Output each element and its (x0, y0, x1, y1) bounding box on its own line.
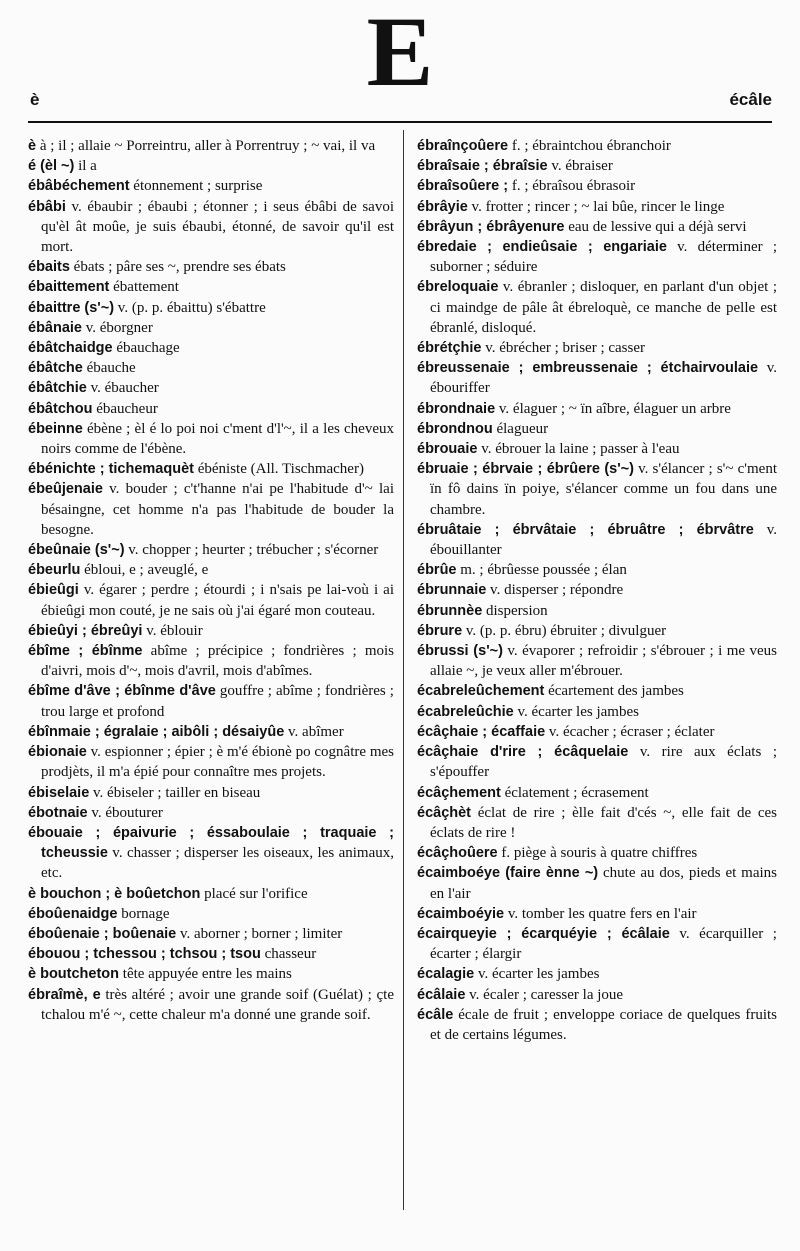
entry-headword: ébionaie (28, 744, 87, 761)
dictionary-entry (28, 318, 394, 338)
dictionary-entry (28, 378, 394, 398)
dictionary-entry (28, 884, 394, 904)
entry-definition: v. ébouillanter (430, 521, 777, 559)
left-column (28, 136, 394, 1025)
entry-headword: ébieûgi (28, 582, 79, 599)
entry-definition: v. (p. p. ébru) ébruiter ; divulguer (462, 622, 667, 639)
entry-headword: ébrondnou (417, 420, 493, 437)
entry-headword: ébrunnèe (417, 602, 483, 619)
entry-headword: écâçhaie d'rire ; écâquelaie (417, 744, 629, 761)
entry-headword: écabreleûchement (417, 683, 545, 700)
entry-definition: v. ébaubir ; ébaubi ; étonner ; i seus ébâbi de savoi qu'èl ât moûe, je suis ébaubi, étonné, de savoir qu'il est mort. (41, 198, 394, 256)
dictionary-entry (28, 803, 394, 823)
dictionary-entry (417, 237, 777, 277)
entry-headword: ébeurlu (28, 562, 81, 579)
entry-definition: à ; il ; allaie ~ Porreintru, aller à Porrentruy ; ~ vai, il va (36, 138, 376, 154)
entry-definition: ébéniste (All. Tischmacher) (193, 461, 364, 478)
entry-definition: tête appuyée entre les mains (119, 966, 292, 983)
entry-headword: ébouou ; tchessou ; tchsou ; tsou (28, 946, 261, 963)
entry-headword: ébeinne (28, 420, 83, 437)
dictionary-entry (28, 399, 394, 419)
dictionary-entry (417, 217, 777, 237)
entry-headword: ébraîmè, e (28, 986, 101, 1003)
entry-definition: abîme ; précipice ; fondrières ; mois d'aivri, mois d'~, mois d'avril, mois d'abîmes. (41, 643, 394, 680)
dictionary-entry (417, 601, 777, 621)
entry-headword: ébieûyi ; ébreûyi (28, 622, 143, 639)
entry-definition: très altéré ; avoir une grande soif (Guélat) ; çte tchalou m'é ~, cette chaleur m'a donné une grande soif. (41, 986, 394, 1023)
dictionary-entry (417, 197, 777, 217)
entry-headword: ébruaie ; ébrvaie ; ébrûere (s'~) (417, 461, 634, 478)
entry-headword: éboûenaidge (28, 905, 118, 922)
entry-headword: ébouaie ; épaivurie ; éssaboulaie ; traquaie ; tcheussie (28, 824, 394, 862)
dictionary-entry (28, 944, 394, 964)
dictionary-entry (28, 156, 394, 176)
dictionary-entry (417, 621, 777, 641)
entry-definition: v. tomber les quatre fers en l'air (504, 905, 697, 922)
entry-headword: ébîme d'âve ; ébînme d'âve (28, 683, 216, 700)
entry-headword: ébreussenaie ; embreussenaie ; étchairvoulaie (417, 360, 759, 377)
dictionary-entry (417, 358, 777, 398)
entry-headword: ébotnaie (28, 804, 88, 821)
dictionary-entry (28, 904, 394, 924)
dictionary-entry (28, 681, 394, 721)
entry-definition: chute au dos, pieds et mains en l'air (430, 865, 778, 902)
dictionary-entry (417, 459, 777, 520)
entry-definition: éclat de rire ; èlle fait d'cés ~, elle fait de ces éclats de rire ! (430, 804, 777, 841)
dictionary-entry (28, 136, 394, 156)
entry-definition: v. ébranler ; disloquer, en parlant d'un objet ; ci maindge de pâle ât ébreloquè, ce manche de pelle est ébranlé, disloqué. (430, 279, 777, 336)
guide-word-right: écâle (729, 90, 772, 109)
entry-headword: écalagie (417, 966, 475, 983)
entry-definition: v. ébouturer (87, 804, 163, 821)
entry-definition: ébauche (82, 360, 136, 377)
dictionary-entry (28, 823, 394, 884)
dictionary-entry (28, 459, 394, 479)
entry-definition: v. écaler ; caresser la joue (465, 986, 624, 1003)
dictionary-entry (417, 156, 777, 176)
entry-definition: v. rire aux éclats ; s'épouffer (430, 744, 778, 781)
entry-definition: v. s'élancer ; s'~ c'ment ïn fô dains ïn poiye, s'élancer comme un fou dans une chambre. (430, 461, 777, 518)
entry-headword: écairqueyie ; écarquéyie ; écâlaie (417, 925, 670, 942)
entry-headword: ébreloquaie (417, 279, 499, 296)
entry-definition: étonnement ; surprise (129, 178, 263, 195)
entry-headword: écâle (417, 1006, 454, 1023)
entry-headword: é (èl ~) (28, 158, 75, 175)
guide-word-left: è (30, 90, 40, 109)
entry-headword: è (28, 138, 37, 154)
section-letter: E (366, 0, 434, 107)
entry-definition: chasseur (260, 946, 317, 963)
entry-headword: ébâtchou (28, 400, 93, 417)
dictionary-entry (417, 136, 777, 156)
dictionary-entry (28, 479, 394, 540)
entry-definition: écartement des jambes (544, 683, 684, 700)
entry-definition: v. ébraiser (547, 158, 613, 175)
entry-definition: v. chasser ; disperser les oiseaux, les animaux, etc. (41, 845, 394, 882)
dictionary-entry (417, 985, 777, 1005)
entry-definition: v. éblouir (142, 622, 203, 639)
entry-headword: ébeûnaie (s'~) (28, 542, 125, 559)
entry-definition: dispersion (482, 602, 548, 619)
dictionary-entry (28, 419, 394, 459)
entry-headword: écabreleûchie (417, 703, 514, 720)
entry-headword: ébrussi (s'~) (417, 643, 503, 660)
dictionary-entry (417, 924, 777, 964)
entry-headword: écaimboéyie (417, 905, 505, 922)
entry-definition: f. ; ébraintchou ébranchoir (508, 138, 671, 154)
entry-headword: ébîme ; ébînme (28, 643, 143, 660)
dictionary-entry (417, 176, 777, 196)
entry-definition: v. ébrouer la laine ; passer à l'eau (477, 441, 680, 458)
dictionary-entry (417, 863, 777, 903)
entry-definition: v. ébrécher ; briser ; casser (481, 340, 646, 357)
dictionary-entry (28, 985, 394, 1025)
dictionary-entry (28, 924, 394, 944)
dictionary-entry (28, 621, 394, 641)
dictionary-entry (417, 783, 777, 803)
entry-definition: placé sur l'orifice (200, 885, 308, 902)
dictionary-entry (417, 964, 777, 984)
entry-headword: ébeûjenaie (28, 481, 103, 498)
dictionary-entry (28, 722, 394, 742)
entry-definition: v. abîmer (284, 723, 344, 740)
entry-definition: ébauchage (112, 340, 180, 357)
entry-definition: v. espionner ; épier ; è m'é ébionè po cognâtre mes prodjèts, il m'a épié pour connaître mes projets. (41, 744, 394, 781)
dictionary-entry (417, 419, 777, 439)
entry-headword: écâçhement (417, 784, 501, 801)
entry-definition: ébattement (109, 279, 179, 296)
entry-definition: v. bouder ; c't'hanne n'ai pe l'habitude d'~ lai bésaingne, cet homme n'a pas l'habitude de bouder la besogne. (41, 481, 394, 538)
dictionary-entry (28, 560, 394, 580)
entry-definition: v. déterminer ; suborner ; séduire (430, 239, 777, 276)
dictionary-entry (417, 702, 777, 722)
entry-definition: v. ébouriffer (430, 360, 777, 397)
entry-definition: éclatement ; écrasement (500, 784, 649, 801)
entry-definition: v. (p. p. ébaittu) s'ébattre (114, 299, 266, 316)
entry-definition: v. égarer ; perdre ; étourdi ; i n'sais pe lai-voù i ai ébieûgi mon couté, je ne sais où j'ai égaré mon couteau. (41, 582, 394, 619)
entry-headword: ébraînçoûere (417, 138, 509, 154)
dictionary-entry (417, 641, 777, 681)
entry-headword: ébaittement (28, 279, 110, 296)
dictionary-entry (28, 580, 394, 620)
dictionary-entry (28, 176, 394, 196)
dictionary-entry (28, 358, 394, 378)
entry-definition: v. écarter les jambes (474, 966, 600, 983)
dictionary-entry (28, 742, 394, 782)
entry-definition: f. piège à souris à quatre chiffres (497, 845, 698, 862)
dictionary-entry (417, 843, 777, 863)
entry-headword: écâlaie (417, 986, 466, 1003)
dictionary-entry (28, 783, 394, 803)
entry-headword: ébredaie ; endieûsaie ; engariaie (417, 239, 667, 256)
entry-definition: m. ; ébrûesse poussée ; élan (456, 562, 627, 579)
entry-headword: ébaittre (s'~) (28, 299, 115, 316)
entry-headword: ébrouaie (417, 441, 478, 458)
entry-headword: écâçhaie ; écaffaie (417, 723, 546, 740)
dictionary-entry (417, 560, 777, 580)
entry-headword: écaimboéye (faire ènne ~) (417, 865, 599, 882)
dictionary-entry (417, 803, 777, 843)
dictionary-entry (417, 1005, 777, 1045)
entry-definition: v. ébiseler ; tailler en biseau (89, 784, 261, 801)
entry-headword: ébrâyie (417, 198, 468, 215)
entry-definition: élagueur (492, 420, 549, 437)
dictionary-entry (417, 338, 777, 358)
entry-definition: bornage (117, 905, 170, 922)
entry-definition: v. aborner ; borner ; limiter (176, 925, 343, 942)
entry-headword: ébânaie (28, 319, 82, 336)
dictionary-entry (417, 742, 777, 782)
entry-headword: ébâbi (28, 198, 66, 215)
entry-definition: v. écarquiller ; écarter ; élargir (430, 925, 777, 963)
dictionary-entry (417, 439, 777, 459)
dictionary-entry (28, 197, 394, 258)
entry-definition: v. écarter les jambes (513, 703, 639, 720)
entry-definition: il a (74, 158, 97, 175)
entry-headword: ébînmaie ; égralaie ; aibôli ; désaiyûe (28, 723, 285, 740)
entry-definition: v. chopper ; heurter ; trébucher ; s'écorner (124, 542, 379, 559)
dictionary-entry (28, 298, 394, 318)
entry-definition: v. frotter ; rincer ; ~ lai bûe, rincer le linge (467, 198, 725, 215)
entry-definition: écale de fruit ; enveloppe coriace de quelques fruits et de certains légumes. (430, 1006, 777, 1043)
entry-headword: ébrétçhie (417, 340, 482, 357)
entry-definition: ébats ; pâre ses ~, prendre ses ébats (69, 259, 286, 276)
dictionary-entry (28, 540, 394, 560)
entry-headword: ébrunnaie (417, 582, 487, 599)
entry-definition: eau de lessive qui a déjà servi (564, 218, 747, 235)
entry-headword: ébâtche (28, 360, 83, 377)
entry-definition: f. ; ébraîsou ébrasoir (508, 178, 636, 195)
entry-headword: è bouchon ; è boûetchon (28, 885, 201, 902)
dictionary-entry (28, 257, 394, 277)
entry-definition: ébène ; èl é lo poi noi c'ment d'l'~, il a les cheveux noirs comme de l'ébène. (41, 420, 394, 458)
dictionary-entry (417, 277, 777, 338)
dictionary-entry (417, 722, 777, 742)
entry-definition: v. ébaucher (86, 380, 159, 397)
dictionary-entry (28, 641, 394, 681)
dictionary-entry (417, 904, 777, 924)
dictionary-entry (417, 681, 777, 701)
dictionary-entry (28, 964, 394, 984)
entry-headword: ébâtchaidge (28, 340, 113, 357)
entry-definition: v. écacher ; écraser ; éclater (545, 723, 715, 740)
entry-headword: ébaits (28, 259, 70, 276)
dictionary-entry (28, 277, 394, 297)
entry-headword: écâçhoûere (417, 845, 498, 862)
entry-definition: ébloui, e ; aveuglé, e (80, 562, 209, 579)
entry-definition: gouffre ; abîme ; fondrières ; trou large et profond (41, 683, 394, 720)
entry-headword: ébrure (417, 622, 463, 639)
header-rule (28, 121, 772, 123)
entry-definition: ébaucheur (92, 400, 158, 417)
entry-headword: ébâbéchement (28, 178, 130, 195)
entry-headword: ébraîsoûere ; (417, 178, 509, 195)
entry-headword: ébrâyun ; ébrâyenure (417, 218, 565, 235)
entry-headword: ébénichte ; tichemaquèt (28, 461, 194, 478)
entry-headword: ébrondnaie (417, 400, 496, 417)
entry-definition: v. élaguer ; ~ ïn aîbre, élaguer un arbre (495, 400, 731, 417)
entry-headword: ébrûe (417, 562, 457, 579)
entry-headword: è boutcheton (28, 966, 120, 983)
dictionary-entry (417, 520, 777, 560)
entry-headword: écâçhèt (417, 804, 472, 821)
dictionary-entry (417, 399, 777, 419)
entry-definition: v. disperser ; répondre (486, 582, 624, 599)
entry-headword: éboûenaie ; boûenaie (28, 925, 177, 942)
dictionary-entry (417, 580, 777, 600)
dictionary-entry (28, 338, 394, 358)
entry-definition: v. évaporer ; refroidir ; s'ébrouer ; i me veus allaie ~, je veux aller m'ébrouer. (430, 643, 777, 680)
column-divider (403, 130, 404, 1210)
right-column (417, 136, 777, 1045)
entry-headword: ébiselaie (28, 784, 90, 801)
entry-headword: ébruâtaie ; ébrvâtaie ; ébruâtre ; ébrvâtre (417, 521, 754, 538)
entry-definition: v. éborgner (82, 319, 153, 336)
entry-headword: ébâtchie (28, 380, 87, 397)
entry-headword: ébraîsaie ; ébraîsie (417, 158, 548, 175)
